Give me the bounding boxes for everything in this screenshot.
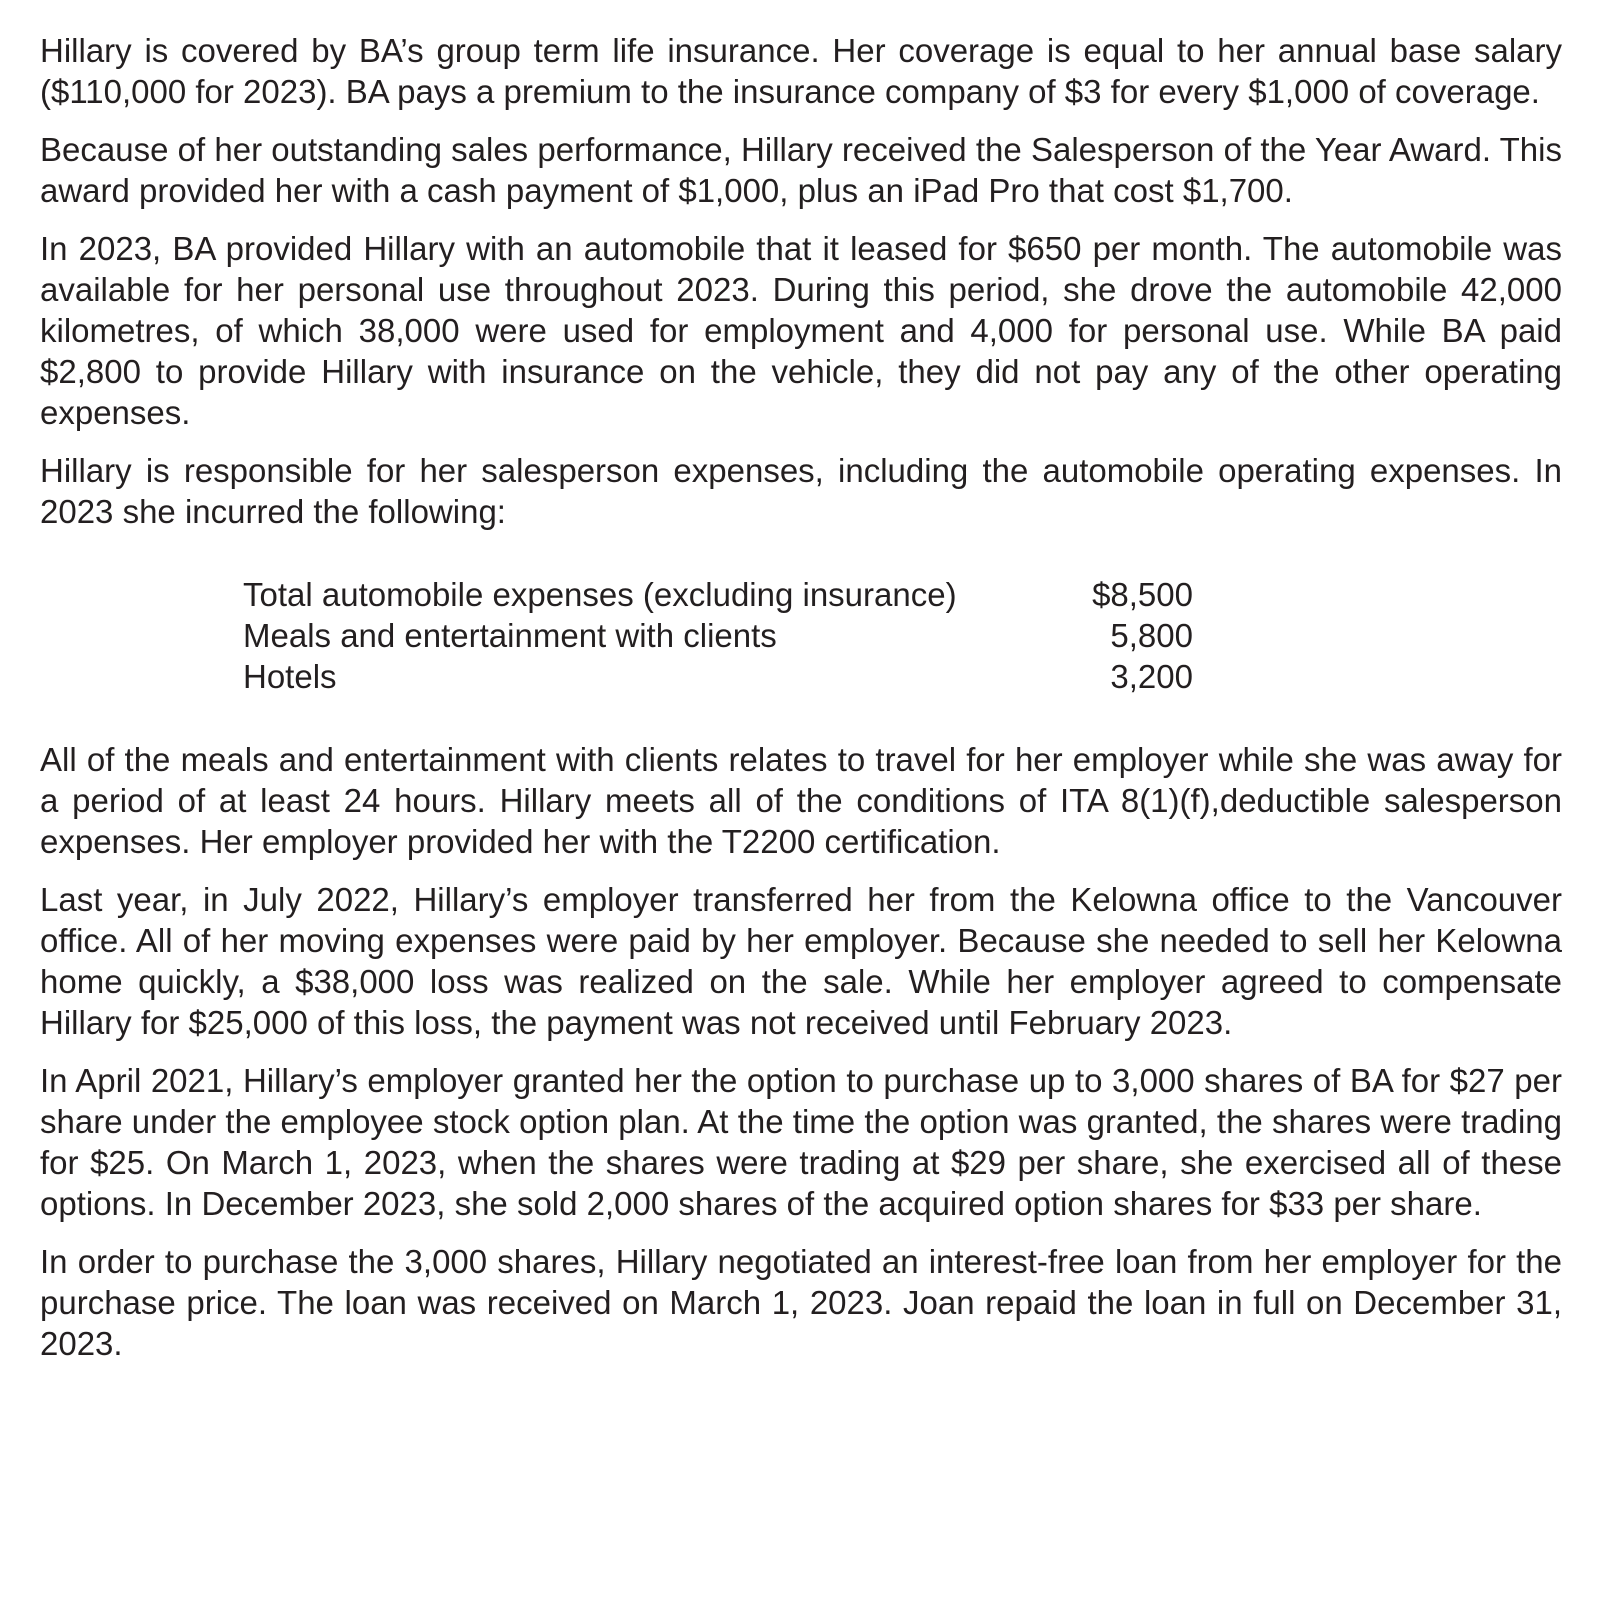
expense-row-hotels <box>243 656 1193 697</box>
document-page <box>40 30 1562 1381</box>
paragraph-group-life-insurance: Hillary is covered by BA’s group term life insurance. Her coverage is equal to her annual base salary ($110,000 for 2023). BA pays a premium to the insurance company of $3 for every $1,000 of coverage. <box>40 32 1562 110</box>
expense-label: Meals and entertainment with clients <box>243 617 777 654</box>
expense-amount: 5,800 <box>1110 617 1193 654</box>
paragraph-relocation-loss: Last year, in July 2022, Hillary’s employer transferred her from the Kelowna office to the Vancouver office. All of her moving expenses were paid by her employer. Because she needed to sell her Kelowna home quickly, a $38,000 loss was realized on the sale. While her employer agreed to compensate Hillary for $25,000 of this loss, the payment was not received until February 2023. <box>40 881 1562 1041</box>
paragraph-interest-free-loan: In order to purchase the 3,000 shares, Hillary negotiated an interest-free loan from her employer for the purchase price. The loan was received on March 1, 2023. Joan repaid the loan in full on December 31, 2023. <box>40 1243 1562 1362</box>
expense-label: Hotels <box>243 658 337 695</box>
paragraph-salesperson-expenses-intro: Hillary is responsible for her salesperson expenses, including the automobile operating expenses. In 2023 she incurred the following: <box>40 452 1562 530</box>
paragraph-meals-travel: All of the meals and entertainment with clients relates to travel for her employer while she was away for a period of at least 24 hours. Hillary meets all of the conditions of ITA 8(1)(f),deductible salesperson expenses. Her employer provided her with the T2200 certification. <box>40 741 1562 860</box>
expense-row-meals <box>243 615 1193 656</box>
paragraph-salesperson-award: Because of her outstanding sales performance, Hillary received the Salesperson of the Year Award. This award provided her with a cash payment of $1,000, plus an iPad Pro that cost $1,700. <box>40 131 1562 209</box>
paragraph-stock-options: In April 2021, Hillary’s employer granted her the option to purchase up to 3,000 shares of BA for $27 per share under the employee stock option plan. At the time the option was granted, the shares were trading for $25. On March 1, 2023, when the shares were trading at $29 per share, she exercised all of these options. In December 2023, she sold 2,000 shares of the acquired option shares for $33 per share. <box>40 1062 1562 1222</box>
expense-label: Total automobile expenses (excluding insurance) <box>243 576 957 613</box>
paragraph-leased-automobile: In 2023, BA provided Hillary with an automobile that it leased for $650 per month. The automobile was available for her personal use throughout 2023. During this period, she drove the automobile 42,000 kilometres, of which 38,000 were used for employment and 4,000 for personal use. While BA paid $2,800 to provide Hillary with insurance on the vehicle, they did not pay any of the other operating expenses. <box>40 230 1562 431</box>
expense-amount: $8,500 <box>1092 576 1193 613</box>
expenses-table <box>243 574 1193 697</box>
expense-row-automobile <box>243 574 1193 615</box>
expense-amount: 3,200 <box>1110 658 1193 695</box>
